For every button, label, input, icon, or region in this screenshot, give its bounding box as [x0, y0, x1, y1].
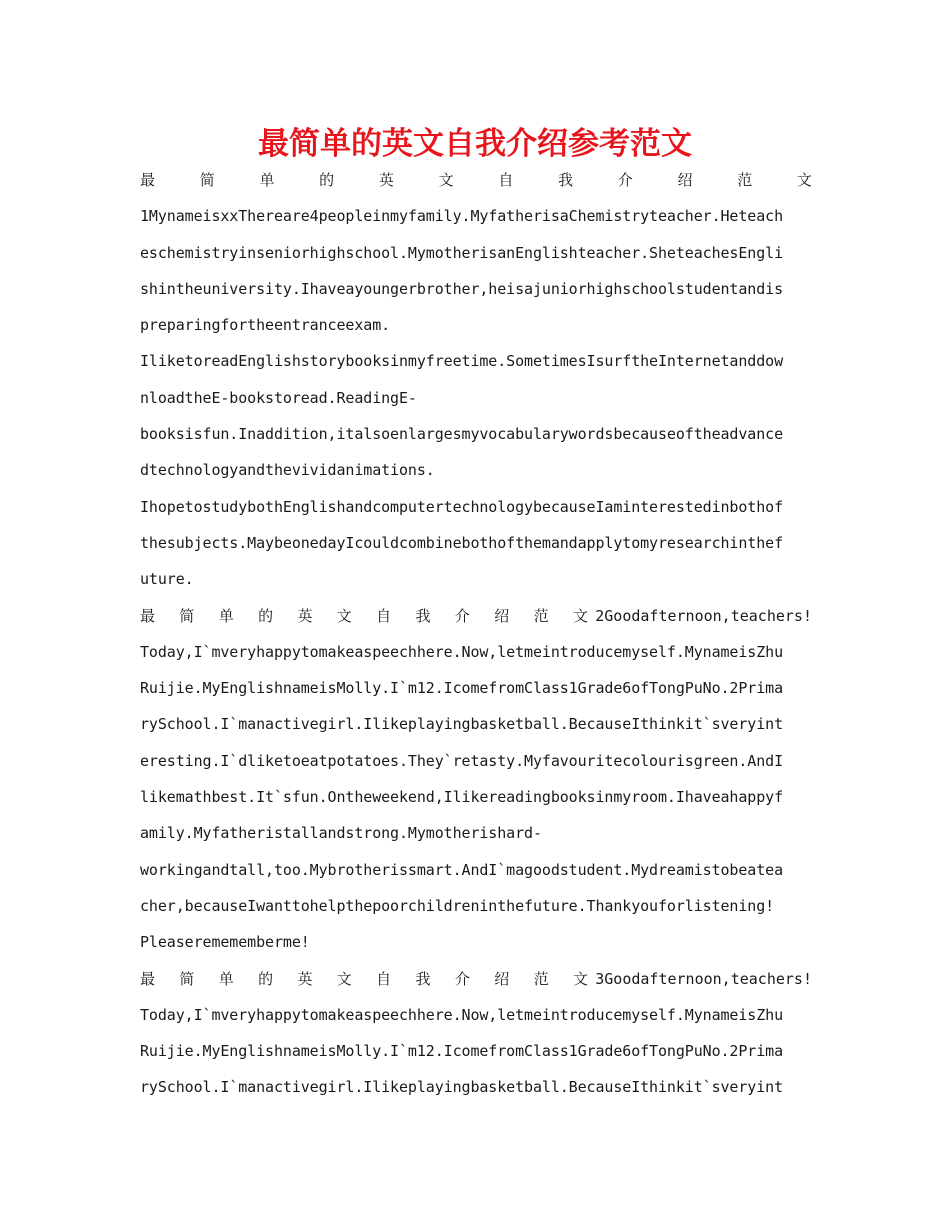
heading-char: 英 — [297, 606, 313, 625]
text-line: eschemistryinseniorhighschool.MymotherisanEnglishteacher.SheteachesEngli — [140, 243, 784, 262]
heading-tail: 3Goodafternoon,teachers! — [595, 969, 812, 988]
heading-char: 介 — [454, 606, 470, 625]
heading-char: 文 — [796, 171, 812, 189]
text-line: Pleaseremememberme! — [140, 933, 310, 952]
heading-char: 介 — [454, 969, 470, 988]
document-body — [140, 162, 812, 1106]
heading-char: 文 — [336, 969, 352, 988]
heading-char: 自 — [376, 969, 392, 988]
heading-char: 范 — [737, 171, 753, 189]
text-line: likemathbest.It`sfun.Ontheweekend,Ilikereadingbooksinmyroom.Ihaveahappyf — [140, 788, 784, 807]
heading-char: 英 — [378, 171, 394, 189]
heading-char: 的 — [258, 606, 274, 625]
heading-char: 文 — [572, 606, 588, 625]
heading-char: 最 — [140, 171, 156, 189]
heading-char: 最 — [140, 969, 156, 988]
heading-char: 范 — [533, 606, 549, 625]
text-line: 1MynameisxxThereare4peopleinmyfamily.MyfatherisaChemistryteacher.Heteach — [140, 207, 784, 226]
heading-char: 绍 — [494, 606, 510, 625]
text-line: amily.Myfatheristallandstrong.Mymotherishard- — [140, 824, 542, 843]
heading-char: 我 — [415, 606, 431, 625]
heading-char: 我 — [415, 969, 431, 988]
text-line: thesubjects.MaybeonedayIcouldcombinebothofthemandapplytomyresearchinthef — [140, 533, 784, 552]
heading-char: 简 — [179, 969, 195, 988]
heading-char: 单 — [218, 969, 234, 988]
text-line: nloadtheE-bookstoread.ReadingE- — [140, 388, 417, 407]
heading-char: 简 — [199, 171, 215, 189]
section-heading-2 — [140, 598, 812, 634]
text-line: uture. — [140, 570, 194, 589]
text-line: shintheuniversity.Ihaveayoungerbrother,heisajuniorhighschoolstudentandis — [140, 279, 784, 298]
heading-char: 自 — [498, 171, 514, 189]
text-line: booksisfun.Inaddition,italsoenlargesmyvocabularywordsbecauseoftheadvance — [140, 425, 784, 444]
heading-char: 的 — [258, 969, 274, 988]
heading-char: 文 — [572, 969, 588, 988]
text-line: dtechnologyandthevividanimations. — [140, 461, 435, 480]
text-line: Ruijie.MyEnglishnameisMolly.I`m12.IcomefromClass1Grade6ofTongPuNo.2Prima — [140, 1042, 784, 1061]
text-line: rySchool.I`manactivegirl.Ilikeplayingbasketball.BecauseIthinkit`sveryint — [140, 1078, 784, 1097]
heading-char: 的 — [319, 171, 335, 189]
heading-char: 简 — [179, 606, 195, 625]
heading-char: 自 — [376, 606, 392, 625]
section-heading-3 — [140, 961, 812, 997]
text-line: IliketoreadEnglishstorybooksinmyfreetime.SometimesIsurftheInternetanddow — [140, 352, 784, 371]
section-heading — [140, 162, 812, 198]
text-line: workingandtall,too.Mybrotherissmart.AndI`magoodstudent.Mydreamistobeatea — [140, 860, 784, 879]
text-line: eresting.I`dliketoeatpotatoes.They`retasty.Myfavouritecolourisgreen.AndI — [140, 751, 784, 770]
page-title: 最简单的英文自我介绍参考范文 — [258, 126, 692, 162]
text-line: Today,I`mveryhappytomakeaspeechhere.Now,letmeintroducemyself.MynameisZhu — [140, 642, 784, 661]
heading-char: 单 — [259, 171, 275, 189]
heading-tail: 2Goodafternoon,teachers! — [595, 606, 812, 625]
heading-char: 我 — [558, 171, 574, 189]
heading-char: 文 — [438, 171, 454, 189]
text-line: Ruijie.MyEnglishnameisMolly.I`m12.IcomefromClass1Grade6ofTongPuNo.2Prima — [140, 679, 784, 698]
heading-char: 绍 — [677, 171, 693, 189]
text-line: Today,I`mveryhappytomakeaspeechhere.Now,letmeintroducemyself.MynameisZhu — [140, 1005, 784, 1024]
text-line: rySchool.I`manactivegirl.Ilikeplayingbasketball.BecauseIthinkit`sveryint — [140, 715, 784, 734]
text-line: IhopetostudybothEnglishandcomputertechnologybecauseIaminterestedinbothof — [140, 497, 784, 516]
heading-char: 范 — [533, 969, 549, 988]
heading-char: 绍 — [494, 969, 510, 988]
heading-char: 单 — [218, 606, 234, 625]
heading-char: 文 — [336, 606, 352, 625]
heading-char: 介 — [617, 171, 633, 189]
heading-char: 最 — [140, 606, 156, 625]
heading-char: 英 — [297, 969, 313, 988]
text-line: cher,becauseIwanttohelpthepoorchildreninthefuture.Thankyouforlistening! — [140, 896, 775, 915]
text-line: preparingfortheentranceexam. — [140, 316, 391, 335]
